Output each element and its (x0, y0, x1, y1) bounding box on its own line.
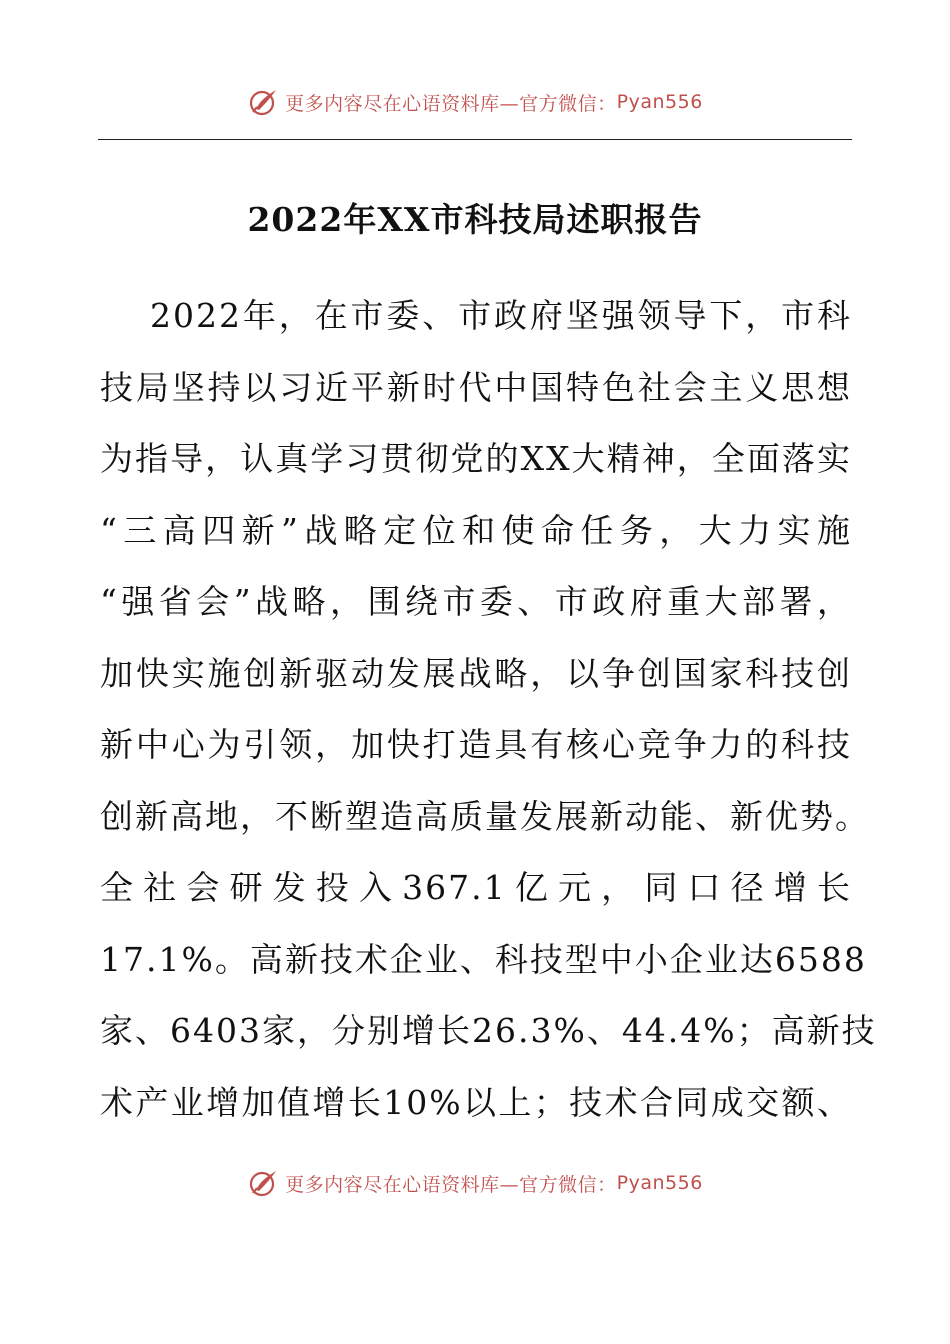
document-body (100, 280, 877, 1138)
paragraph-line: 新中心为引领，加快打造具有核心竞争力的科技 (100, 725, 852, 764)
paragraph-line: 为指导，认真学习贯彻党的XX大精神，全面落实 (100, 439, 852, 478)
paragraph-line: 2022年，在市委、市政府坚强领导下，市科 (150, 296, 852, 335)
footer-watermark-banner (0, 1163, 950, 1203)
header-wechat-id: Pyan556 (616, 91, 703, 113)
header-divider (98, 139, 852, 140)
paragraph-line: 技局坚持以习近平新时代中国特色社会主义思想 (100, 367, 852, 407)
paragraph-line: 家、6403家，分别增长26.3%、44.4%；高新技 (100, 1011, 877, 1050)
paragraph-line: “三高四新”战略定位和使命任务，大力实施 (100, 510, 852, 550)
header-watermark-banner (0, 82, 950, 122)
paragraph-line: 术产业增加值增长10%以上；技术合同成交额、 (100, 1082, 852, 1122)
paragraph-line: 17.1%。高新技术企业、科技型中小企业达6588 (100, 939, 867, 979)
footer-wechat-id: Pyan556 (616, 1172, 703, 1194)
footer-banner-text: 更多内容尽在心语资料库—官方微信： (285, 1173, 617, 1196)
quill-swirl-icon (247, 86, 279, 118)
paragraph-line: “强省会”战略，围绕市委、市政府重大部署， (100, 582, 852, 621)
paragraph-line: 全社会研发投入367.1亿元，同口径增长 (100, 868, 852, 907)
document-title: 2022年XX市科技局述职报告 (247, 200, 703, 239)
header-banner-text: 更多内容尽在心语资料库—官方微信： (285, 92, 617, 115)
quill-swirl-icon (247, 1167, 279, 1199)
paragraph-line: 创新高地，不断塑造高质量发展新动能、新优势。 (100, 796, 870, 836)
paragraph-line: 加快实施创新驱动发展战略，以争创国家科技创 (100, 653, 852, 693)
